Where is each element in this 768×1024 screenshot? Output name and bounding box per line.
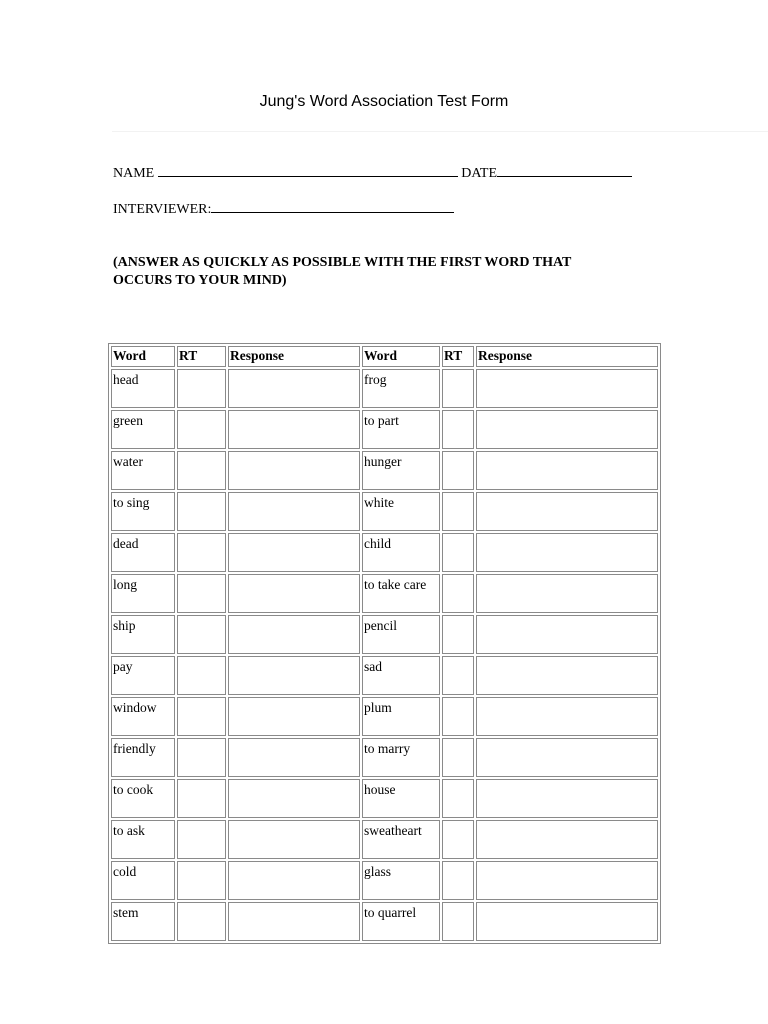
rt-cell[interactable] bbox=[442, 492, 474, 531]
response-cell[interactable] bbox=[476, 533, 658, 572]
stimulus-word-cell: long bbox=[111, 574, 175, 613]
stimulus-word-cell: plum bbox=[362, 697, 440, 736]
rt-cell[interactable] bbox=[177, 820, 226, 859]
stimulus-word-cell: cold bbox=[111, 861, 175, 900]
table-row bbox=[111, 451, 658, 490]
response-cell[interactable] bbox=[228, 738, 360, 777]
response-cell[interactable] bbox=[228, 779, 360, 818]
table-row bbox=[111, 779, 658, 818]
document-title: Jung's Word Association Test Form bbox=[259, 93, 509, 110]
response-cell[interactable] bbox=[476, 492, 658, 531]
rt-cell[interactable] bbox=[442, 902, 474, 941]
rt-cell[interactable] bbox=[177, 779, 226, 818]
rt-cell[interactable] bbox=[177, 697, 226, 736]
stimulus-word-cell: pencil bbox=[362, 615, 440, 654]
response-cell[interactable] bbox=[476, 615, 658, 654]
stimulus-word-cell: pay bbox=[111, 656, 175, 695]
rt-cell[interactable] bbox=[442, 574, 474, 613]
table-row bbox=[111, 902, 658, 941]
response-cell[interactable] bbox=[228, 369, 360, 408]
stimulus-word-cell: friendly bbox=[111, 738, 175, 777]
table-row bbox=[111, 861, 658, 900]
table-header-row bbox=[111, 346, 658, 367]
stimulus-word-cell: glass bbox=[362, 861, 440, 900]
response-cell[interactable] bbox=[476, 574, 658, 613]
rt-cell[interactable] bbox=[177, 410, 226, 449]
rt-cell[interactable] bbox=[177, 533, 226, 572]
response-cell[interactable] bbox=[228, 902, 360, 941]
date-label: DATE bbox=[461, 166, 498, 181]
rt-cell[interactable] bbox=[177, 615, 226, 654]
rt-cell[interactable] bbox=[177, 738, 226, 777]
response-cell[interactable] bbox=[228, 820, 360, 859]
word-association-table bbox=[108, 343, 661, 944]
rt-cell[interactable] bbox=[442, 861, 474, 900]
rt-cell[interactable] bbox=[177, 902, 226, 941]
stimulus-word-cell: to sing bbox=[111, 492, 175, 531]
table-row bbox=[111, 410, 658, 449]
response-cell[interactable] bbox=[476, 369, 658, 408]
name-label: NAME bbox=[113, 166, 155, 181]
column-header-word: Word bbox=[111, 346, 175, 367]
date-field[interactable] bbox=[497, 164, 632, 177]
rt-cell[interactable] bbox=[442, 779, 474, 818]
rt-cell[interactable] bbox=[442, 738, 474, 777]
response-cell[interactable] bbox=[228, 451, 360, 490]
rt-cell[interactable] bbox=[177, 451, 226, 490]
rt-cell[interactable] bbox=[177, 369, 226, 408]
response-cell[interactable] bbox=[476, 902, 658, 941]
response-cell[interactable] bbox=[228, 697, 360, 736]
response-cell[interactable] bbox=[228, 533, 360, 572]
interviewer-field[interactable] bbox=[211, 200, 454, 213]
column-header-response: Response bbox=[476, 346, 658, 367]
rt-cell[interactable] bbox=[442, 533, 474, 572]
table-row bbox=[111, 369, 658, 408]
column-header-response: Response bbox=[228, 346, 360, 367]
table-row bbox=[111, 820, 658, 859]
stimulus-word-cell: child bbox=[362, 533, 440, 572]
rt-cell[interactable] bbox=[177, 492, 226, 531]
table-row bbox=[111, 738, 658, 777]
rt-cell[interactable] bbox=[442, 615, 474, 654]
response-cell[interactable] bbox=[228, 861, 360, 900]
stimulus-word-cell: stem bbox=[111, 902, 175, 941]
column-header-rt: RT bbox=[177, 346, 226, 367]
response-cell[interactable] bbox=[476, 656, 658, 695]
header-divider bbox=[112, 131, 768, 132]
response-cell[interactable] bbox=[228, 574, 360, 613]
stimulus-word-cell: green bbox=[111, 410, 175, 449]
stimulus-word-cell: sweatheart bbox=[362, 820, 440, 859]
table-row bbox=[111, 574, 658, 613]
rt-cell[interactable] bbox=[442, 451, 474, 490]
column-header-word: Word bbox=[362, 346, 440, 367]
response-cell[interactable] bbox=[228, 615, 360, 654]
stimulus-word-cell: sad bbox=[362, 656, 440, 695]
stimulus-word-cell: window bbox=[111, 697, 175, 736]
stimulus-word-cell: hunger bbox=[362, 451, 440, 490]
instructions-text: (ANSWER AS QUICKLY AS POSSIBLE WITH THE FIRST WORD THAT OCCURS TO YOUR MIND) bbox=[113, 255, 572, 288]
table-row bbox=[111, 492, 658, 531]
stimulus-word-cell: dead bbox=[111, 533, 175, 572]
table-row bbox=[111, 533, 658, 572]
rt-cell[interactable] bbox=[442, 820, 474, 859]
response-cell[interactable] bbox=[476, 861, 658, 900]
stimulus-word-cell: to cook bbox=[111, 779, 175, 818]
response-cell[interactable] bbox=[476, 451, 658, 490]
interviewer-line bbox=[113, 200, 454, 219]
rt-cell[interactable] bbox=[442, 697, 474, 736]
column-header-rt: RT bbox=[442, 346, 474, 367]
stimulus-word-cell: water bbox=[111, 451, 175, 490]
response-cell[interactable] bbox=[476, 779, 658, 818]
table-row bbox=[111, 656, 658, 695]
stimulus-word-cell: to ask bbox=[111, 820, 175, 859]
rt-cell[interactable] bbox=[442, 656, 474, 695]
stimulus-word-cell: to part bbox=[362, 410, 440, 449]
interviewer-label: INTERVIEWER: bbox=[113, 202, 212, 217]
stimulus-word-cell: to take care bbox=[362, 574, 440, 613]
stimulus-word-cell: head bbox=[111, 369, 175, 408]
response-cell[interactable] bbox=[476, 410, 658, 449]
rt-cell[interactable] bbox=[442, 369, 474, 408]
stimulus-word-cell: house bbox=[362, 779, 440, 818]
stimulus-word-cell: frog bbox=[362, 369, 440, 408]
response-cell[interactable] bbox=[476, 738, 658, 777]
rt-cell[interactable] bbox=[177, 574, 226, 613]
stimulus-word-cell: white bbox=[362, 492, 440, 531]
table-row bbox=[111, 615, 658, 654]
response-cell[interactable] bbox=[476, 820, 658, 859]
stimulus-word-cell: ship bbox=[111, 615, 175, 654]
response-cell[interactable] bbox=[228, 492, 360, 531]
table-row bbox=[111, 697, 658, 736]
name-field[interactable] bbox=[158, 164, 458, 177]
response-cell[interactable] bbox=[228, 410, 360, 449]
stimulus-word-cell: to quarrel bbox=[362, 902, 440, 941]
rt-cell[interactable] bbox=[442, 410, 474, 449]
response-cell[interactable] bbox=[476, 697, 658, 736]
response-cell[interactable] bbox=[228, 656, 360, 695]
rt-cell[interactable] bbox=[177, 656, 226, 695]
name-date-line bbox=[113, 164, 632, 183]
rt-cell[interactable] bbox=[177, 861, 226, 900]
stimulus-word-cell: to marry bbox=[362, 738, 440, 777]
